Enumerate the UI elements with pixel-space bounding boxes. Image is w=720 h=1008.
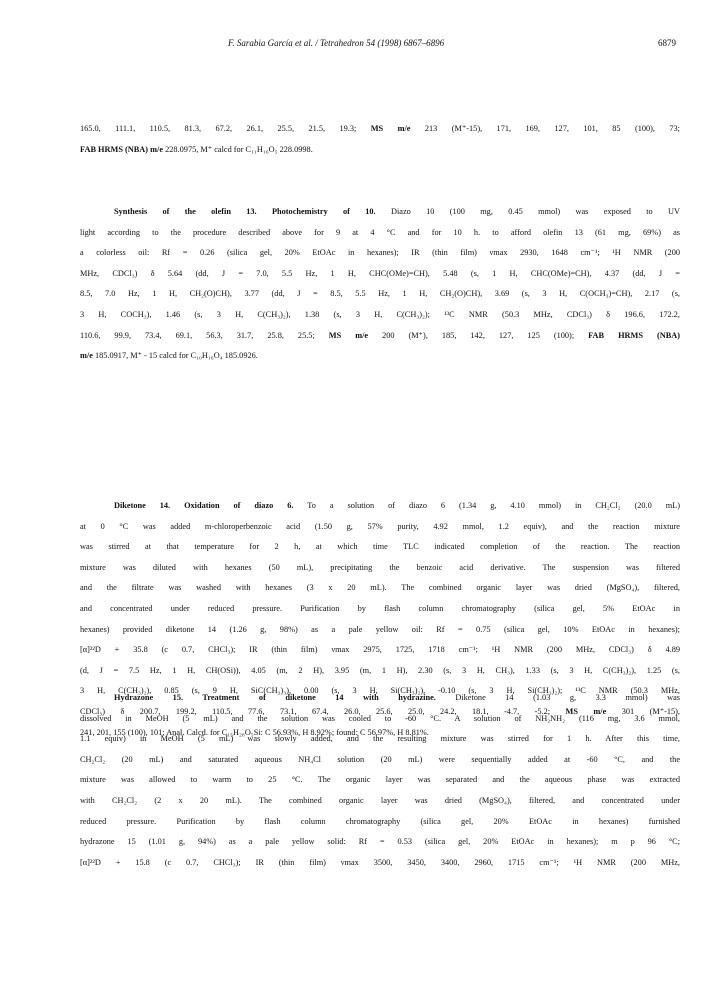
text-line: MHz, CDCl₃) δ 5.64 (dd, J = 7.0, 5.5 Hz, 1 H, CHC(OMe)=CH), 5.48 (s, 1 H, CHC(OMe)=CH), 4.37 (dd, J = [80, 268, 680, 278]
text-line: m/e 185.0917, M⁺ - 15 calcd for C₁₀H₁₆O₄ 185.0926. [80, 351, 258, 361]
paragraph-spectral-data-continued [80, 119, 680, 160]
text-line: CDCl₃) δ 200.7, 199.2, 110.5, 77.6, 73.1, 67.4, 26.0, 25.6, 25.0, 24.2, 18.1, -4.7, -5.2; MS m/e 301 (M⁺-15), [80, 706, 680, 716]
paragraph-hydrazone-15 [80, 688, 680, 873]
page-number: 6879 [658, 38, 676, 48]
text-line: Diketone 14. Oxidation of diazo 6. To a solution of diazo 6 (1.34 g, 4.10 mmol) in CH₂Cl₂ (20.0 mL) [114, 501, 680, 510]
text-line: 110.6, 99.9, 73.4, 69.1, 56.3, 31.7, 25.8, 25.5; MS m/e 200 (M⁺), 185, 142, 127, 125 (100); FAB HRMS (NBA) [80, 330, 680, 340]
text-line: mixture was diluted with hexanes (50 mL), precipitating the benzoic acid derivative. The suspension was filtered [80, 562, 680, 572]
text-line: and the filtrate was washed with hexanes (3 x 20 mL). The combined organic layer was dried (MgSO₄), filtered, [80, 583, 680, 593]
text-line: with CH₂Cl₂ (2 x 20 mL). The combined organic layer was dried (MgSO₄), filtered, and concentrated under [80, 795, 680, 805]
text-line: hydrazone 15 (1.01 g, 94%) as a pale yellow solid: Rf = 0.53 (silica gel, 20% EtOAc in hexanes); m p 96 °C; [80, 837, 680, 847]
text-line: Hydrazone 15. Treatment of diketone 14 with hydrazine. Diketone 14 (1.03 g, 3.3 mmol) was [114, 693, 680, 702]
text-line: light according to the procedure described above for 9 at 4 °C and for 10 h. to afford olefin 13 (61 mg, 69%) as [80, 227, 680, 237]
text-line: 241, 201, 155 (100), 101; Anal. Calcd. for C₁₅H₂₈O₅Si: C 56.93%, H 8.92%; found: C 56.97%, H 8.81%. [80, 727, 429, 737]
text-line: 165.0, 111.1, 110.5, 81.3, 67.2, 26.1, 25.5, 21.5, 19.3; MS m/e 213 (M⁺-15), 171, 169, 127, 101, 85 (100), 73; [80, 124, 680, 133]
text-line: mixture was allowed to warm to 25 °C. The organic layer was separated and the aqueous phase was extracted [80, 775, 680, 785]
text-line: Synthesis of the olefin 13. Photochemistry of 10. Diazo 10 (100 mg, 0.45 mmol) was exposed to UV [114, 207, 680, 216]
text-line: 3 H, C(CH₃)₂), 0.85 (s, 9 H, SiC(CH₃)₃), 0.00 (s, 3 H, Si(CH₃)₂), -0.10 (s, 3 H, Si(CH₃)₂); ¹³C NMR (50.3 MHz, [80, 686, 680, 696]
text-line: dissolved in MeOH (5 mL) and the solution was cooled to -60 °C. A solution of NH₂NH₂ (116 mg, 3.6 mmol, [80, 713, 680, 723]
text-line: [α]²²D + 35.8 (c 0.7, CHCl₃); IR (thin film) νmax 2975, 1725, 1718 cm⁻¹; ¹H NMR (200 MHz, CDCl₃) δ 4.89 [80, 645, 680, 655]
text-line: reduced pressure. Purification by flash column chromatography (silica gel, 20% EtOAc in hexanes) furnished [80, 816, 680, 826]
text-line: [α]²²D + 15.8 (c 0.7, CHCl₃); IR (thin film) νmax 3500, 3450, 3400, 2960, 1715 cm⁻¹; ¹H NMR (200 MHz, [80, 857, 680, 867]
text-line: 1.1 equiv) in MeOH (5 mL) was slowly added, and the resulting mixture was stirred for 1 h. After this time, [80, 734, 680, 744]
text-line: at 0 °C was added m-chloroperbenzoic acid (1.50 g, 57% purity, 4.92 mmol, 1.2 equiv), and the reaction mixture [80, 521, 680, 531]
text-line: and concentrated under reduced pressure. Purification by flash column chromatography (silica gel, 5% EtOAc in [80, 603, 680, 613]
text-line: hexanes) provided diketone 14 (1.26 g, 98%) as a pale yellow oil: Rf = 0.75 (silica gel, 10% EtOAc in hexanes); [80, 624, 680, 634]
text-line: FAB HRMS (NBA) m/e 228.0975, M⁺ calcd for C₁₁H₁₆O₅ 228.0998. [80, 144, 313, 154]
text-line: (d, J = 7.5 Hz, 1 H, CH(OSi)), 4.05 (m, 2 H), 3.95 (m, 1 H), 2.30 (s, 3 H, CH₃), 1.33 (s, 3 H, C(CH₃)₂), 1.25 (s, [80, 665, 680, 675]
text-line: CH₂Cl₂ (20 mL) and saturated aqueous NH₄Cl solution (20 mL) were sequentially added at -60 °C, and the [80, 754, 680, 764]
text-line: 3 H, COCH₃), 1.46 (s, 3 H, C(CH₃)₂), 1.38 (s, 3 H, C(CH₃)₂); ¹³C NMR (50.3 MHz, CDCl₃) δ 196.6, 172.2, [80, 309, 680, 319]
running-header [228, 38, 676, 52]
text-line: a colorless oil: Rf = 0.26 (silica gel, 20% EtOAc in hexanes); IR (thin film) νmax 2930, 1648 cm⁻¹; ¹H NMR (200 [80, 248, 680, 258]
running-title: F. Sarabia García et al. / Tetrahedron 54 (1998) 6867–6896 [228, 38, 445, 48]
text-line: 8.5, 7.0 Hz, 1 H, CH₂(O)CH), 3.77 (dd, J = 8.5, 5.5 Hz, 1 H, CH₂(O)CH), 3.69 (s, 3 H, C(OCH₃)=CH), 2.17 (s, [80, 289, 680, 299]
paragraph-olefin-13 [80, 202, 680, 367]
text-line: was stirred at that temperature for 2 h, at which time TLC indicated completion of the reaction. The reaction [80, 542, 680, 552]
